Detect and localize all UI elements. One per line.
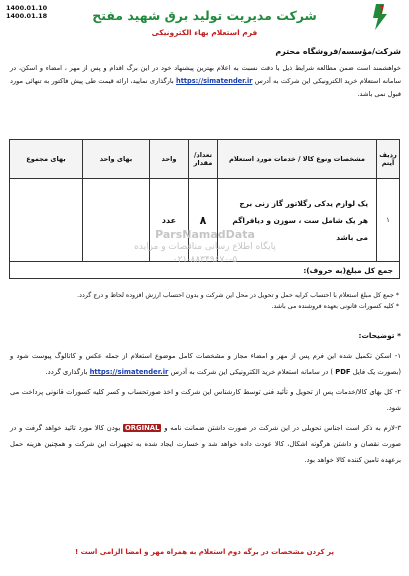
form-name: فرم استعلام بهاء الکترونیکی	[151, 28, 258, 37]
col-row-header: ردیف آیتم	[377, 140, 400, 179]
col-total-header: بهای مجموع	[10, 140, 83, 179]
cell-quantity: ۸	[189, 179, 218, 262]
explanations-title: * توضیحات:	[358, 331, 401, 340]
watermark-line-3: ۰۲۱-۸۸۳۴۹۶۷۰-۵	[172, 255, 238, 265]
intro-url-link[interactable]: https://simatender.ir	[176, 77, 253, 85]
explanation-item-1	[10, 348, 401, 380]
explanation-item-3	[10, 420, 401, 468]
date-2: 1400.01.18	[6, 12, 48, 20]
description-line-1: یک لوازم یدکی رگلاتور گاز زنی برج	[239, 198, 368, 208]
explanation-item-2: ۲- کل بهای کالا/خدمات پس از تحویل و تأئید فنی توسط کارشناس این شرکت و اخذ صورتحساب و کسر کلیه کسورات قانونی پرداخت می شود.	[10, 388, 401, 412]
intro-text: خواهشمند است ضمن مطالعه شرایط ذیل با دقت نسبت به اعلام بهترین پیشنهاد خود در این برگ اقدام و پس از مهر ، امضاء و اسکن، در سامانه استعلام خرید الکترونیکی این شرکت به آدرس	[10, 64, 401, 85]
document-dates	[6, 4, 47, 20]
table-header-row	[10, 140, 400, 179]
notes-block	[10, 290, 399, 312]
col-unit-header: واحد	[150, 140, 189, 179]
col-quantity-header: تعداد/ مقدار	[189, 140, 218, 179]
intro-text-end: بارگذاری نمایید، ارائه قیمت طی پیش فاکتور به تنهائی مورد قبول نمی باشد.	[10, 77, 401, 98]
note-1: * جمع کل مبلغ استعلام با احتساب کرایه حمل و تحویل در محل این شرکت و بدون احتساب ارزش افزوده لحاظ و درج گردد.	[77, 292, 399, 299]
watermark-line-1: ParsNamadData	[155, 228, 255, 241]
recipient-line: شرکت/مؤسسه/فروشگاه محترم	[275, 47, 401, 56]
note-2: * کلیه کسورات قانونی بعهده فروشنده می باشد.	[271, 303, 399, 310]
original-badge: ORGINAL	[125, 424, 160, 432]
item1-text-b: ) در سامانه استعلام خرید الکترونیکی این شرکت به آدرس	[170, 368, 334, 376]
item3-text-b: بودن کالا مورد تائید خواهد گرفت و در صورت نقصان و داشتن هرگونه اشکال، کالا عودت داده خواهد شد و خسارت ایجاد شده به تجهیزات این شرکت و همچنین هزینه حمل برعهده تامین کننده کالا خواهد بود.	[10, 424, 401, 464]
watermark	[90, 228, 320, 267]
company-name: شرکت مدیریت تولید برق شهید مفتح	[92, 8, 317, 23]
intro-paragraph	[10, 62, 401, 101]
pdf-label: PDF	[335, 368, 351, 376]
item3-text-a: ۳-لازم به ذکر است اجناس تحویلی در این شرکت در صورت داشتن ضمانت نامه و	[164, 424, 401, 432]
col-description-header: مشخصات ونوع کالا / خدمات مورد استعلام	[218, 140, 377, 179]
cell-unit: عدد	[150, 179, 189, 262]
item1-text-a: ۱- اسکن تکمیل شده این فرم پس از مهر و امضاء مجاز و مشخصات کامل موضوع استعلام از جمله عکس و کاتالوگ پیوست شود و (بصورت یک فایل	[10, 352, 401, 376]
cell-total[interactable]	[10, 179, 83, 262]
explanations-block	[10, 328, 401, 472]
date-1: 1400.01.10	[6, 4, 48, 12]
footer-warning: پر کردن مشخصات در برگه دوم استعلام به همراه مهر و امضا الزامی است !	[75, 548, 334, 556]
description-line-2: هر یک شامل ست ، سوزن و دیافراگم می باشد	[232, 215, 368, 242]
sum-label[interactable]: جمع کل مبلغ(به حروف):	[10, 262, 400, 279]
watermark-line-2: پایگاه اطلاع رسانی مناقصات و مزایده	[134, 242, 276, 252]
item1-url-link[interactable]: https://simatender.ir	[89, 368, 169, 376]
cell-row: ۱	[377, 179, 400, 262]
col-unit-price-header: بهای واحد	[83, 140, 150, 179]
company-logo-icon	[367, 2, 393, 32]
item1-text-c: بارگذاری گردد.	[45, 368, 88, 376]
